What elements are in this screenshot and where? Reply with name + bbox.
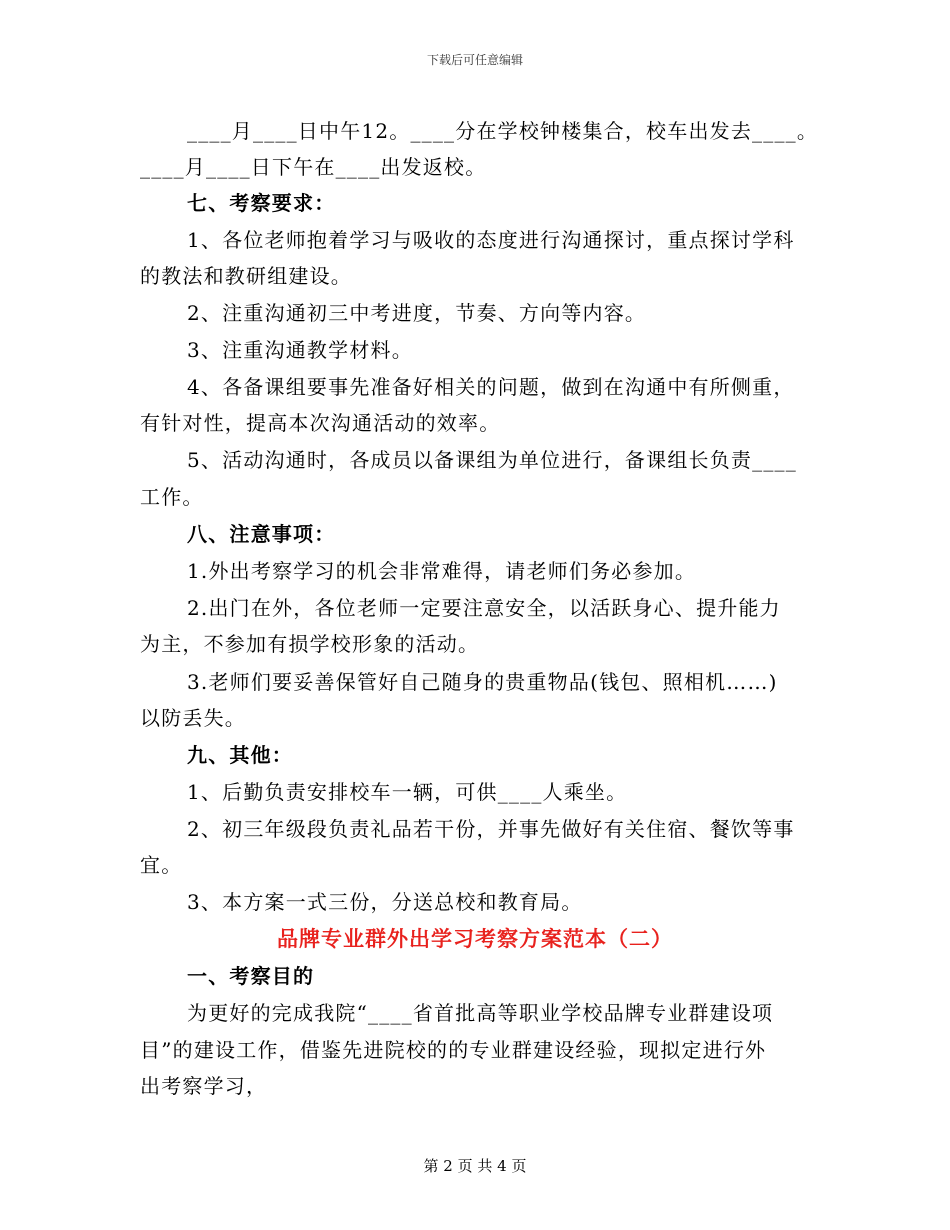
- paragraph-line: 5、活动沟通时，各成员以备课组为单位进行，备课组长负责____: [187, 448, 797, 472]
- paragraph-line: 1、各位老师抱着学习与吸收的态度进行沟通探讨，重点探讨学科: [187, 228, 795, 252]
- paragraph-line: ____月____日中午12。____分在学校钟楼集合，校车出发去____。: [187, 119, 819, 143]
- paragraph-line: ____月____日下午在____出发返校。: [140, 155, 487, 179]
- paragraph-line: 3.老师们要妥善保管好自己随身的贵重物品(钱包、照相机……): [187, 670, 778, 694]
- section-heading-8: 八、注意事项：: [187, 522, 336, 546]
- paragraph-line: 工作。: [140, 485, 204, 509]
- paragraph-line: 1、后勤负责安排校车一辆，可供____人乘坐。: [187, 780, 628, 804]
- paragraph-line: 以防丢失。: [140, 706, 246, 730]
- page-header-note: 下载后可任意编辑: [426, 53, 523, 67]
- paragraph-line: 出考察学习，: [140, 1074, 268, 1098]
- paragraph-line: 为更好的完成我院“____省首批高等职业学校品牌专业群建设项: [187, 1001, 774, 1025]
- paragraph-line: 3、注重沟通教学材料。: [187, 338, 413, 362]
- section-heading-7: 七、考察要求：: [187, 191, 336, 215]
- document-title-2: 品牌专业群外出学习考察方案范本（二）: [277, 926, 673, 951]
- paragraph-line: 3、本方案一式三份，分送总校和教育局。: [187, 890, 583, 914]
- section-heading-1: 一、考察目的: [187, 964, 315, 988]
- paragraph-line: 2、注重沟通初三中考进度，节奏、方向等内容。: [187, 301, 647, 325]
- paragraph-line: 2.出门在外，各位老师一定要注意安全，以活跃身心、提升能力: [187, 596, 781, 620]
- page-number-footer: 第 2 页 共 4 页: [423, 1157, 527, 1175]
- paragraph-line: 为主，不参加有损学校形象的活动。: [140, 632, 480, 656]
- paragraph-line: 的教法和教研组建设。: [140, 264, 352, 288]
- paragraph-line: 宜。: [140, 853, 183, 877]
- paragraph-line: 4、各备课组要事先准备好相关的问题，做到在沟通中有所侧重，: [187, 375, 795, 399]
- paragraph-line: 2、初三年级段负责礼品若干份，并事先做好有关住宿、餐饮等事: [187, 817, 795, 841]
- paragraph-line: 1.外出考察学习的机会非常难得，请老师们务必参加。: [187, 559, 697, 583]
- section-heading-9: 九、其他：: [187, 743, 293, 767]
- paragraph-line: 有针对性，提高本次沟通活动的效率。: [140, 411, 501, 435]
- paragraph-line: 目”的建设工作，借鉴先进院校的的专业群建设经验，现拟定进行外: [140, 1038, 767, 1062]
